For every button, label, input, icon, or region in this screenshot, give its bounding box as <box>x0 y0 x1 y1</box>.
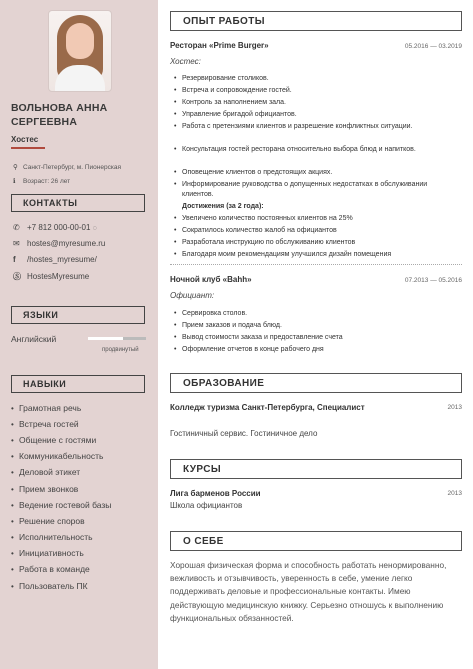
about-text: Хорошая физическая форма и способность работать ненормированно, вежливость и отзывчивость, уверенность в себе, умение легко поддерживать деловые и профессиональные контакты. Имею действующую медицинскую книжку. Серьезно отношусь к выполнению функциональных обязанностей. <box>170 560 447 623</box>
location-row <box>13 163 121 171</box>
achievements-heading: Достижения (за 2 года): <box>182 203 264 210</box>
skype-icon: Ⓢ <box>13 272 21 281</box>
skill-item: • Решение споров <box>11 516 85 526</box>
phone-text: +7 812 000-00-01 <box>27 223 91 232</box>
profile-photo <box>48 10 112 92</box>
skill-item: • Инициативность <box>11 548 84 558</box>
achievement-item: • Разработала инструкцию по обслуживанию клиентов <box>182 238 448 248</box>
about-heading: О СЕБЕ <box>170 531 462 551</box>
experience-heading: ОПЫТ РАБОТЫ <box>170 11 462 31</box>
education-year: 2013 <box>447 404 462 411</box>
language-level: продвинутый <box>102 347 139 353</box>
language-level-bar <box>88 337 146 340</box>
duty-item: • Информирование руководства о допущенных недостатках в обслуживании клиентов. <box>182 180 448 200</box>
map-pin-icon: ⚲ <box>13 164 18 171</box>
contact-email[interactable] <box>13 239 105 248</box>
facebook-icon: f <box>13 255 16 264</box>
location-text: Санкт-Петербург, м. Пионерская <box>23 164 121 171</box>
position-underline <box>11 147 45 149</box>
achievement-item: • Благодаря моим рекомендациям улучшился дизайн помещения <box>182 250 448 260</box>
duty-item: • Оповещение клиентов о предстоящих акциях. <box>182 168 448 178</box>
email-text: hostes@myresume.ru <box>27 239 106 248</box>
job-title: Ресторан «Prime Burger» <box>170 41 269 50</box>
envelope-icon: ✉ <box>13 239 20 248</box>
course-subtitle: Школа официантов <box>170 501 243 510</box>
job-role: Официант: <box>170 291 215 300</box>
job-role: Хостес: <box>170 57 201 66</box>
age-text: Возраст: 26 лет <box>23 178 71 185</box>
education-title: Колледж туризма Санкт-Петербурга, Специалист <box>170 403 365 412</box>
contacts-heading: КОНТАКТЫ <box>11 194 145 212</box>
job-dates: 07.2013 — 05.2016 <box>404 277 462 284</box>
job-separator <box>170 264 462 265</box>
skill-item: • Деловой этикет <box>11 467 81 477</box>
course-title: Лига барменов России <box>170 489 261 498</box>
skill-item: • Работа в команде <box>11 564 90 574</box>
skill-item: • Встреча гостей <box>11 419 79 429</box>
phone-icon: ✆ <box>13 223 20 232</box>
skills-heading: НАВЫКИ <box>11 375 145 393</box>
job-dates: 05.2016 — 03.2019 <box>404 43 462 50</box>
language-level-fill <box>88 337 123 340</box>
skill-item: • Коммуникабельность <box>11 451 104 461</box>
duty-item: • Сервировка столов. <box>182 309 448 319</box>
duty-item: • Резервирование столиков. <box>182 74 448 84</box>
whatsapp-icon: ◌ <box>92 225 97 232</box>
skill-item: • Прием звонков <box>11 484 79 494</box>
person-position: Хостес <box>11 135 39 144</box>
contact-phone[interactable] <box>13 223 97 232</box>
skill-item: • Грамотная речь <box>11 403 82 413</box>
skill-item: • Исполнительность <box>11 532 93 542</box>
duty-item: • Контроль за наполнением зала. <box>182 98 448 108</box>
duty-item: • Управление бригадой официантов. <box>182 110 448 120</box>
contact-skype[interactable] <box>13 271 89 282</box>
skill-item: • Общение с гостями <box>11 435 97 445</box>
age-row <box>13 177 70 185</box>
course-year: 2013 <box>447 490 462 497</box>
skill-item: • Пользователь ПК <box>11 581 88 591</box>
skype-text: HostesMyresume <box>27 272 90 281</box>
courses-heading: КУРСЫ <box>170 459 462 479</box>
language-name: Английский <box>11 334 57 344</box>
facebook-text: /hostes_myresume/ <box>27 255 97 264</box>
contact-facebook[interactable] <box>13 255 97 264</box>
duty-item: • Встреча и сопровождение гостей. <box>182 86 448 96</box>
person-name: ВОЛЬНОВА АННА СЕРГЕЕВНА <box>11 102 108 128</box>
achievement-item: • Увеличено количество постоянных клиентов на 25% <box>182 214 448 224</box>
duty-item: • Прием заказов и подача блюд. <box>182 321 448 331</box>
duty-item: • Консультация гостей ресторана относительно выбора блюд и напитков. <box>182 145 448 155</box>
education-heading: ОБРАЗОВАНИЕ <box>170 373 462 393</box>
skill-item: • Ведение гостевой базы <box>11 500 112 510</box>
languages-heading: ЯЗЫКИ <box>11 306 145 324</box>
info-icon: ℹ <box>13 178 16 185</box>
duty-item: • Оформление отчетов в конце рабочего дня <box>182 345 448 355</box>
job-title: Ночной клуб «Bahh» <box>170 275 252 284</box>
achievement-item: • Сократилось количество жалоб на официантов <box>182 226 448 236</box>
duty-item: • Вывод стоимости заказа и предоставление счета <box>182 333 448 343</box>
education-specialty: Гостиничный сервис. Гостиничное дело <box>170 429 318 438</box>
duty-item: • Работа с претензиями клиентов и разрешение конфликтных ситуации. <box>182 122 448 132</box>
